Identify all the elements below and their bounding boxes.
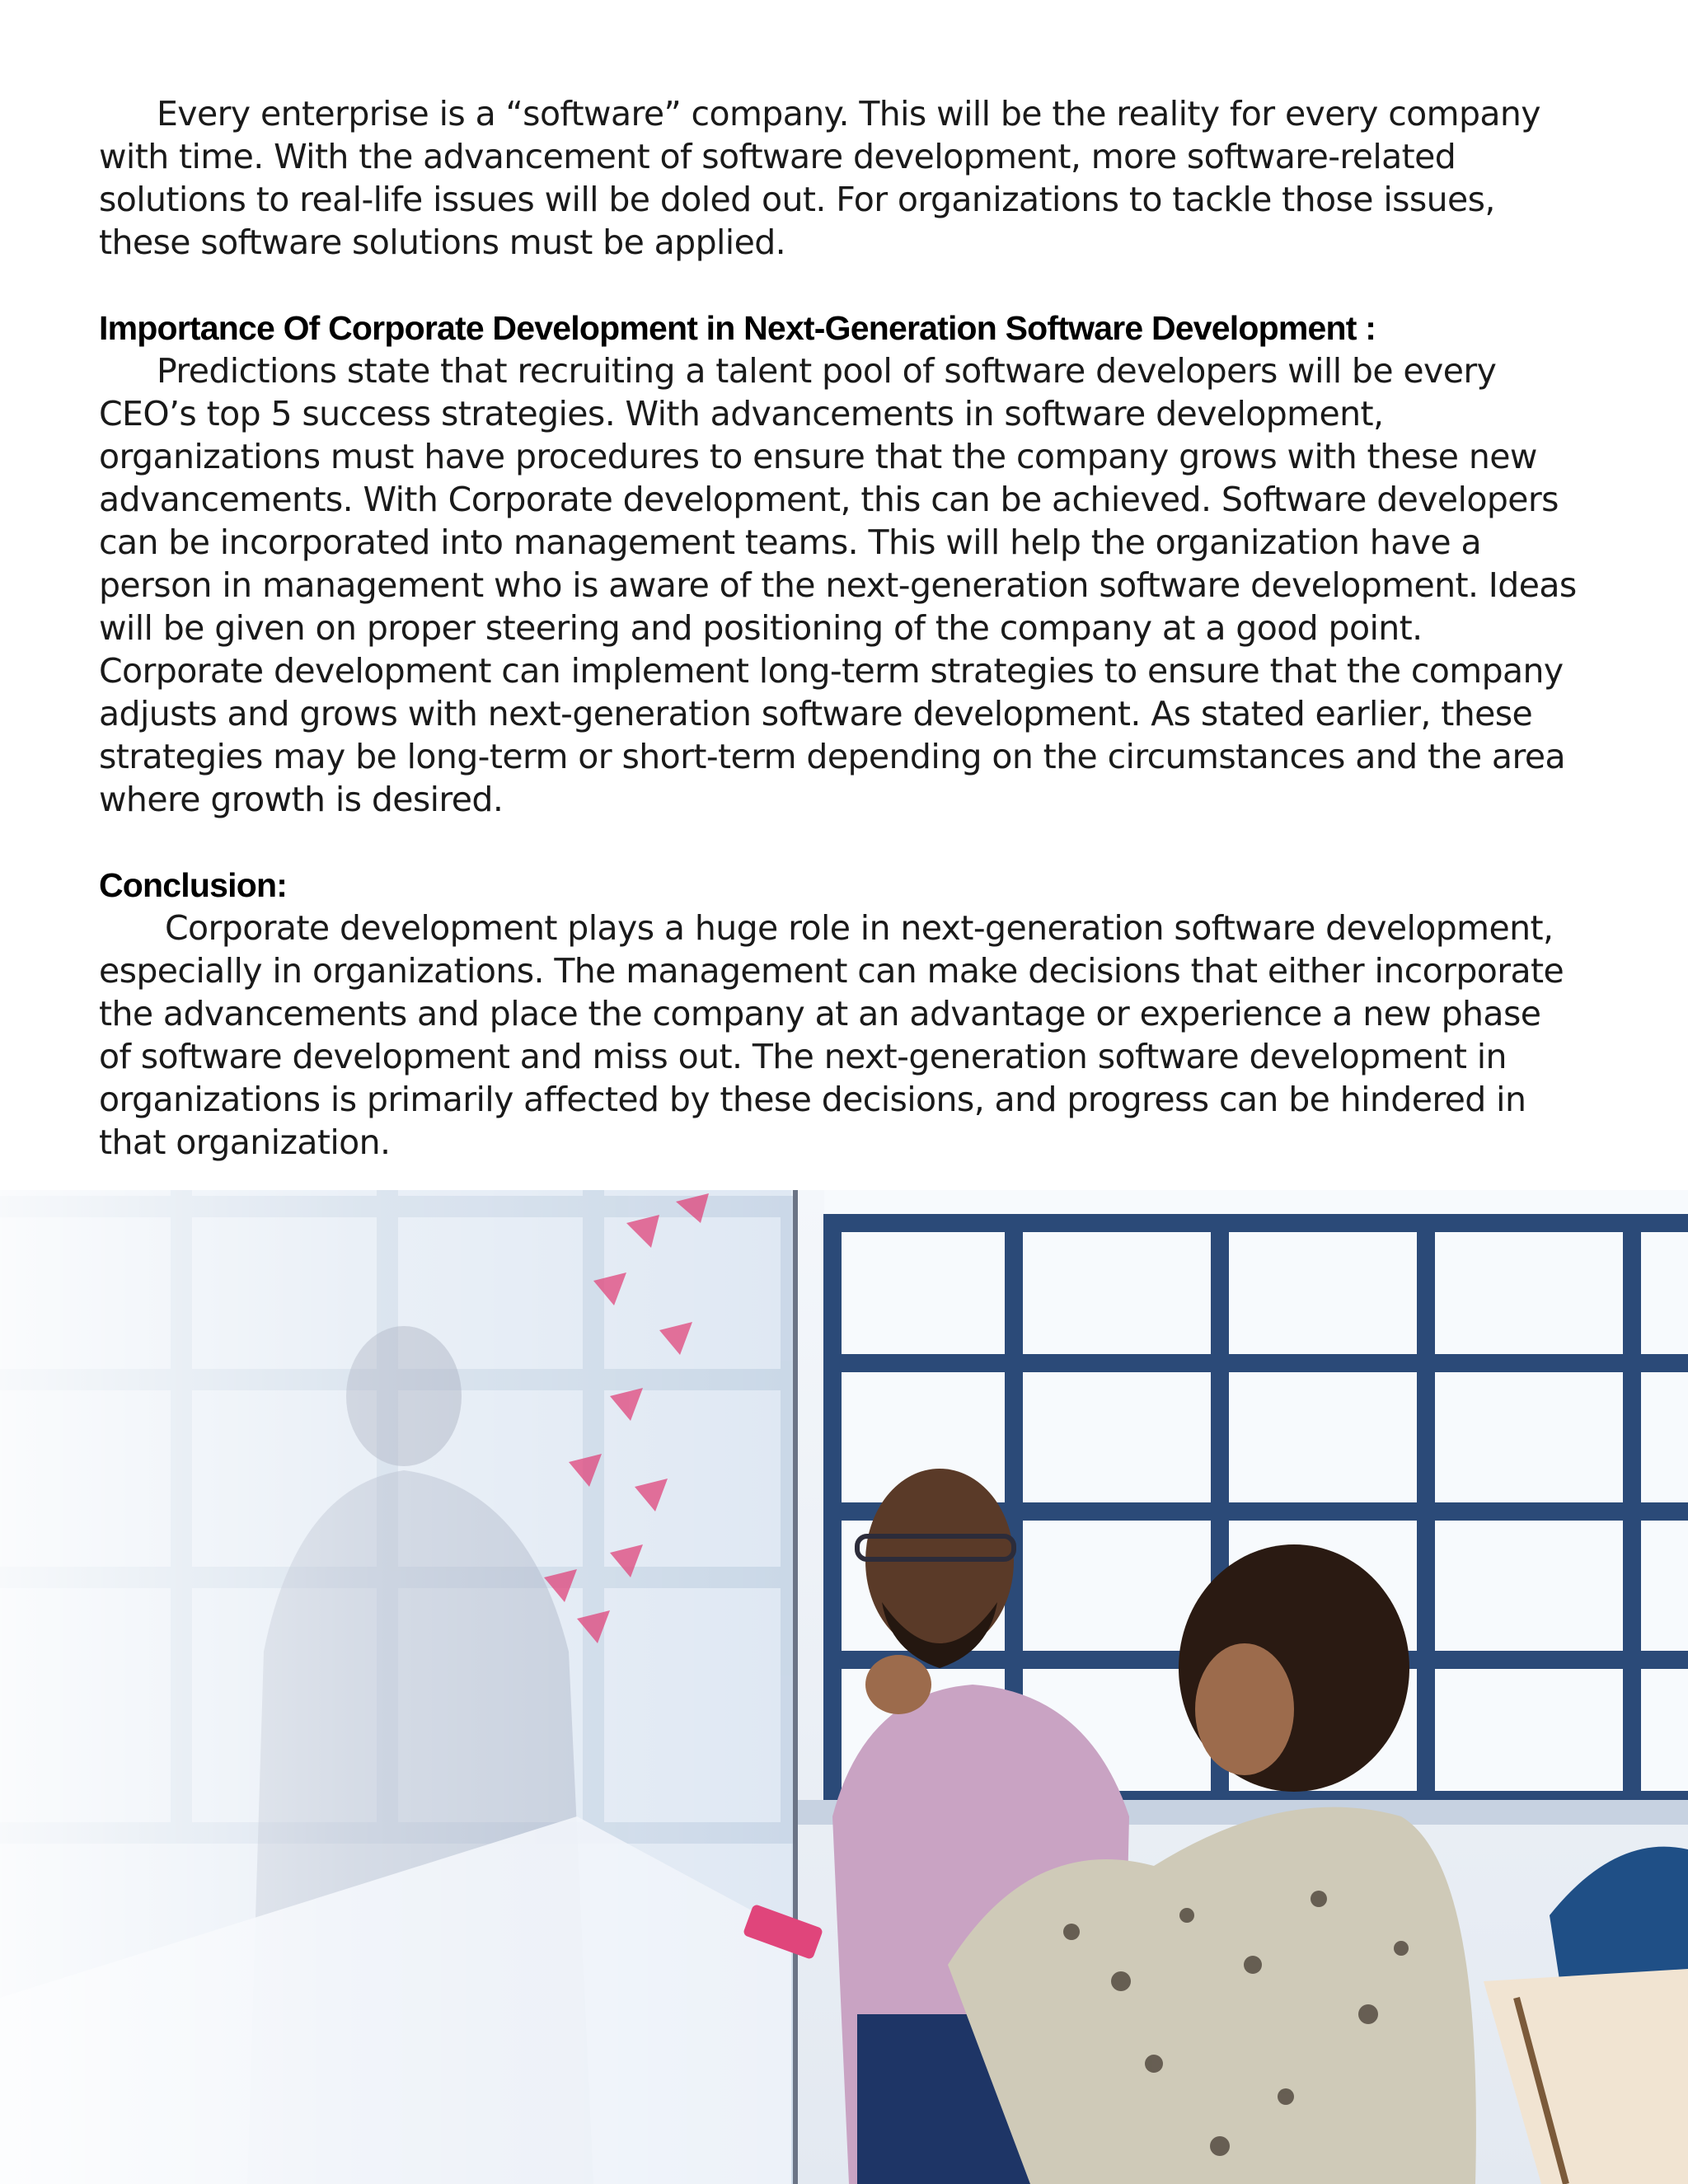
conclusion-heading: Conclusion:: [99, 866, 288, 904]
article-body: [99, 92, 1582, 1164]
office-photo-icon: [0, 1190, 1688, 2184]
conclusion-paragraph: Corporate development plays a huge role in next-generation software development, especially in organizations. The management can make decisions that either incorporate the advancements and place the company at an advantage or experience a new phase of software development and miss out. The next-generation software development in organizations is primarily affected by these decisions, and progress can be hindered in that organization.: [99, 908, 1564, 1162]
office-photo: [0, 1190, 1688, 2184]
section-heading: Importance Of Corporate Development in Next-Generation Software Development :: [99, 309, 1376, 347]
intro-paragraph: Every enterprise is a “software” company. This will be the reality for every company with time. With the advancement of software development, more software-related solutions to real-life issues will be doled out. For organizations to tackle those issues, these software solutions must be applied.: [99, 94, 1540, 262]
section-paragraph: Predictions state that recruiting a talent pool of software developers will be every CEO’s top 5 success strategies. With advancements in software development, organizations must have procedures to ensure that the company grows with these new advancements. With Corporate development, this can be achieved. Software developers can be incorporated into management teams. This will help the organization have a person in management who is aware of the next-generation software development. Ideas will be given on proper steering and positioning of the company at a good point. Corporate development can implement long-term strategies to ensure that the company adjusts and grows with next-generation software development. As stated earlier, these strategies may be long-term or short-term depending on the circumstances and the area where growth is desired.: [99, 351, 1577, 819]
